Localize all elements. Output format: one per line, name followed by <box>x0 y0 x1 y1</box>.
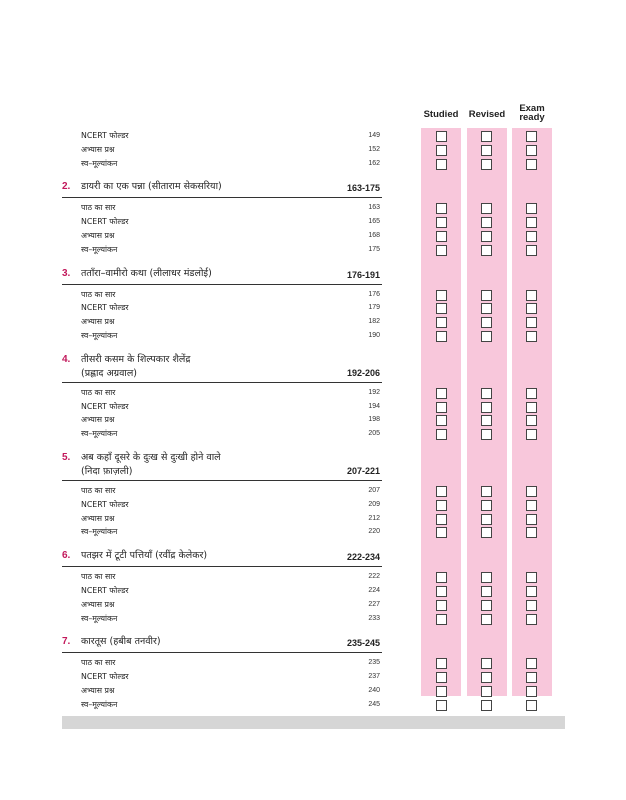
exam-ready-checkbox[interactable] <box>526 614 537 625</box>
exam-ready-checkbox[interactable] <box>526 303 537 314</box>
revised-checkbox[interactable] <box>481 402 492 413</box>
exam-ready-checkbox[interactable] <box>526 514 537 525</box>
subentry-label: स्व–मूल्यांकन <box>81 330 118 340</box>
chapter-number: 7. <box>62 636 71 648</box>
subentry-page: 224 <box>368 586 380 594</box>
exam-ready-checkbox[interactable] <box>526 429 537 440</box>
chapter-page-range: 192-206 <box>346 367 380 378</box>
chapter-page-range: 235-245 <box>346 638 380 649</box>
exam-ready-checkbox[interactable] <box>526 331 537 342</box>
revised-checkbox[interactable] <box>481 131 492 142</box>
exam-ready-checkbox[interactable] <box>526 203 537 214</box>
revised-checkbox[interactable] <box>481 572 492 583</box>
revised-checkbox[interactable] <box>481 429 492 440</box>
checkbox-row <box>0 671 626 685</box>
studied-checkbox[interactable] <box>436 159 447 170</box>
subentry-label: NCERT फोल्डर <box>81 672 129 682</box>
subentry-label: अभ्यास प्रश्न <box>81 144 115 154</box>
subentry-page: 192 <box>368 388 380 396</box>
checkbox-row <box>0 289 626 303</box>
studied-checkbox[interactable] <box>436 331 447 342</box>
studied-checkbox[interactable] <box>436 231 447 242</box>
checkbox-row <box>0 599 626 613</box>
subentry-page: 207 <box>368 486 380 494</box>
exam-ready-checkbox[interactable] <box>526 159 537 170</box>
subentry-label: NCERT फोल्डर <box>81 303 129 313</box>
revised-checkbox[interactable] <box>481 658 492 669</box>
checkbox-row <box>0 302 626 316</box>
studied-checkbox[interactable] <box>436 600 447 611</box>
subentry-page: 175 <box>368 245 380 253</box>
exam-ready-checkbox[interactable] <box>526 415 537 426</box>
exam-ready-checkbox[interactable] <box>526 600 537 611</box>
studied-checkbox[interactable] <box>436 429 447 440</box>
exam-ready-checkbox[interactable] <box>526 686 537 697</box>
exam-ready-checkbox[interactable] <box>526 586 537 597</box>
subentry-page: 179 <box>368 304 380 312</box>
revised-checkbox[interactable] <box>481 700 492 711</box>
checkbox-row <box>0 485 626 499</box>
revised-checkbox[interactable] <box>481 614 492 625</box>
subentry-label: अभ्यास प्रश्न <box>81 415 115 425</box>
checkbox-row <box>0 158 626 172</box>
subentry-label: स्व–मूल्यांकन <box>81 429 118 439</box>
subentry-label: अभ्यास प्रश्न <box>81 230 115 240</box>
studied-checkbox[interactable] <box>436 131 447 142</box>
chapter-title: तीसरी कसम के शिल्पकार शैलेंद्र (प्रह्लाद अग्रवाल) <box>81 353 191 379</box>
subentry-page: 198 <box>368 416 380 424</box>
subentry-page: 212 <box>368 514 380 522</box>
subentry-page: 176 <box>368 290 380 298</box>
chapter-title: डायरी का एक पन्ना (सीताराम सेकसरिया) <box>81 181 222 193</box>
studied-checkbox[interactable] <box>436 658 447 669</box>
revised-checkbox[interactable] <box>481 415 492 426</box>
chapter-number: 3. <box>62 267 71 279</box>
subentry-label: NCERT फोल्डर <box>81 217 129 227</box>
studied-checkbox[interactable] <box>436 700 447 711</box>
checkbox-row <box>0 216 626 230</box>
subentry-label: पाठ का सार <box>81 289 116 299</box>
chapter-page-range: 207-221 <box>346 465 380 476</box>
revised-checkbox[interactable] <box>481 388 492 399</box>
subentry-page: 227 <box>368 600 380 608</box>
checkbox-row <box>0 699 626 713</box>
revised-checkbox[interactable] <box>481 331 492 342</box>
studied-checkbox[interactable] <box>436 527 447 538</box>
exam-ready-header: Exam ready <box>519 103 545 123</box>
checkbox-row <box>0 330 626 344</box>
exam-ready-checkbox[interactable] <box>526 672 537 683</box>
subentry-page: 149 <box>368 132 380 139</box>
revised-checkbox[interactable] <box>481 317 492 328</box>
revised-checkbox[interactable] <box>481 527 492 538</box>
subentry-label: अभ्यास प्रश्न <box>81 513 115 523</box>
subentry-label: अभ्यास प्रश्न <box>81 317 115 327</box>
studied-checkbox[interactable] <box>436 388 447 399</box>
studied-checkbox[interactable] <box>436 514 447 525</box>
subentry-label: NCERT फोल्डर <box>81 585 129 595</box>
studied-checkbox[interactable] <box>436 586 447 597</box>
exam-ready-checkbox[interactable] <box>526 217 537 228</box>
exam-ready-checkbox[interactable] <box>526 388 537 399</box>
checkbox-row <box>0 202 626 216</box>
revised-checkbox[interactable] <box>481 203 492 214</box>
subentry-page: 237 <box>368 673 380 681</box>
subentry-page: 182 <box>368 318 380 326</box>
revised-checkbox[interactable] <box>481 514 492 525</box>
checkbox-row <box>0 401 626 415</box>
checkbox-row <box>0 387 626 401</box>
subentry-label: स्व–मूल्यांकन <box>81 244 118 254</box>
chapter-number: 6. <box>62 550 71 562</box>
footer-bar <box>62 716 565 729</box>
studied-checkbox[interactable] <box>436 500 447 511</box>
subentry-label: NCERT फोल्डर <box>81 499 129 509</box>
chapter-heading[interactable] <box>62 630 382 653</box>
exam-ready-checkbox[interactable] <box>526 500 537 511</box>
subentry-page: 162 <box>368 159 380 167</box>
subentry-label: पाठ का सार <box>81 387 116 397</box>
studied-checkbox[interactable] <box>436 303 447 314</box>
exam-ready-checkbox[interactable] <box>526 572 537 583</box>
checkbox-row <box>0 244 626 258</box>
subentry-label: स्व–मूल्यांकन <box>81 699 118 709</box>
revised-checkbox[interactable] <box>481 486 492 497</box>
subentry-page: 163 <box>368 204 380 212</box>
exam-ready-checkbox[interactable] <box>526 527 537 538</box>
chapter-heading[interactable] <box>62 544 382 567</box>
studied-checkbox[interactable] <box>436 290 447 301</box>
subentry-label: पाठ का सार <box>81 485 116 495</box>
exam-ready-checkbox[interactable] <box>526 290 537 301</box>
revised-checkbox[interactable] <box>481 159 492 170</box>
studied-checkbox[interactable] <box>436 486 447 497</box>
checkbox-row <box>0 316 626 330</box>
chapter-heading[interactable] <box>62 446 382 481</box>
subentry-page: 222 <box>368 573 380 581</box>
subentry-label: पाठ का सार <box>81 658 116 668</box>
studied-checkbox[interactable] <box>436 145 447 156</box>
chapter-heading[interactable] <box>62 175 382 198</box>
revised-checkbox[interactable] <box>481 672 492 683</box>
revised-header: Revised <box>468 109 506 120</box>
studied-checkbox[interactable] <box>436 672 447 683</box>
chapter-number: 5. <box>62 451 71 463</box>
subentry-page: 190 <box>368 331 380 339</box>
studied-checkbox[interactable] <box>436 402 447 413</box>
exam-ready-checkbox[interactable] <box>526 131 537 142</box>
subentry-label: स्व–मूल्यांकन <box>81 613 118 623</box>
studied-checkbox[interactable] <box>436 317 447 328</box>
subentry-label: अभ्यास प्रश्न <box>81 685 115 695</box>
exam-ready-checkbox[interactable] <box>526 658 537 669</box>
exam-ready-checkbox[interactable] <box>526 402 537 413</box>
revised-checkbox[interactable] <box>481 500 492 511</box>
subentry-label: स्व–मूल्यांकन <box>81 527 118 537</box>
subentry-page: 152 <box>368 145 380 153</box>
exam-ready-checkbox[interactable] <box>526 700 537 711</box>
checkbox-row <box>0 513 626 527</box>
exam-ready-checkbox[interactable] <box>526 317 537 328</box>
subentry-label: स्व–मूल्यांकन <box>81 158 118 168</box>
subentry-page: 240 <box>368 686 380 694</box>
checkbox-row <box>0 144 626 158</box>
studied-checkbox[interactable] <box>436 614 447 625</box>
checkbox-row <box>0 571 626 585</box>
chapter-number: 4. <box>62 353 71 365</box>
revised-checkbox[interactable] <box>481 586 492 597</box>
studied-checkbox[interactable] <box>436 203 447 214</box>
chapter-page-range: 163-175 <box>346 183 380 194</box>
studied-checkbox[interactable] <box>436 415 447 426</box>
chapter-heading[interactable] <box>62 348 382 383</box>
exam-ready-checkbox[interactable] <box>526 145 537 156</box>
chapter-title: कारतूस (हबीब तनवीर) <box>81 636 161 648</box>
subentry-page: 165 <box>368 218 380 226</box>
checkbox-row <box>0 585 626 599</box>
exam-ready-checkbox[interactable] <box>526 245 537 256</box>
studied-checkbox[interactable] <box>436 245 447 256</box>
revised-checkbox[interactable] <box>481 245 492 256</box>
studied-header: Studied <box>423 109 459 120</box>
chapter-page-range: 176-191 <box>346 269 380 280</box>
checkbox-row <box>0 657 626 671</box>
chapter-title: पतझर में टूटी पत्तियाँ (रवींद्र केलेकर) <box>81 550 208 562</box>
subentry-label: अभ्यास प्रश्न <box>81 599 115 609</box>
subentry-page: 245 <box>368 700 380 708</box>
chapter-page-range: 222-234 <box>346 552 380 563</box>
chapter-heading[interactable] <box>62 262 382 285</box>
checkbox-row <box>0 685 626 699</box>
subentry-page: 194 <box>368 402 380 410</box>
subentry-page: 205 <box>368 430 380 438</box>
revised-checkbox[interactable] <box>481 231 492 242</box>
checkbox-row <box>0 499 626 513</box>
subentry-label: NCERT फोल्डर <box>81 401 129 411</box>
subentry-page: 168 <box>368 231 380 239</box>
studied-checkbox[interactable] <box>436 572 447 583</box>
revised-checkbox[interactable] <box>481 217 492 228</box>
chapter-title: तताँरा–वामीरो कथा (लीलाधर मंडलोई) <box>81 267 212 279</box>
revised-checkbox[interactable] <box>481 600 492 611</box>
subentry-page: 209 <box>368 500 380 508</box>
revised-checkbox[interactable] <box>481 290 492 301</box>
subentry-page: 220 <box>368 528 380 536</box>
revised-checkbox[interactable] <box>481 686 492 697</box>
subentry-label: पाठ का सार <box>81 572 116 582</box>
subentry-label: पाठ का सार <box>81 203 116 213</box>
studied-checkbox[interactable] <box>436 217 447 228</box>
exam-ready-checkbox[interactable] <box>526 231 537 242</box>
checkbox-row <box>0 613 626 627</box>
checkbox-row <box>0 428 626 442</box>
checkbox-row <box>0 130 626 144</box>
subentry-page: 233 <box>368 614 380 622</box>
studied-checkbox[interactable] <box>436 686 447 697</box>
checkbox-row <box>0 230 626 244</box>
chapter-title: अब कहाँ दूसरे के दुःख से दुःखी होने वाले (निदा फ़ाज़ली) <box>81 451 221 477</box>
revised-checkbox[interactable] <box>481 145 492 156</box>
chapter-number: 2. <box>62 181 71 193</box>
subentry-label: NCERT फोल्डर <box>81 131 129 140</box>
checkbox-row <box>0 526 626 540</box>
checkbox-row <box>0 414 626 428</box>
revised-checkbox[interactable] <box>481 303 492 314</box>
exam-ready-checkbox[interactable] <box>526 486 537 497</box>
subentry-page: 235 <box>368 659 380 667</box>
